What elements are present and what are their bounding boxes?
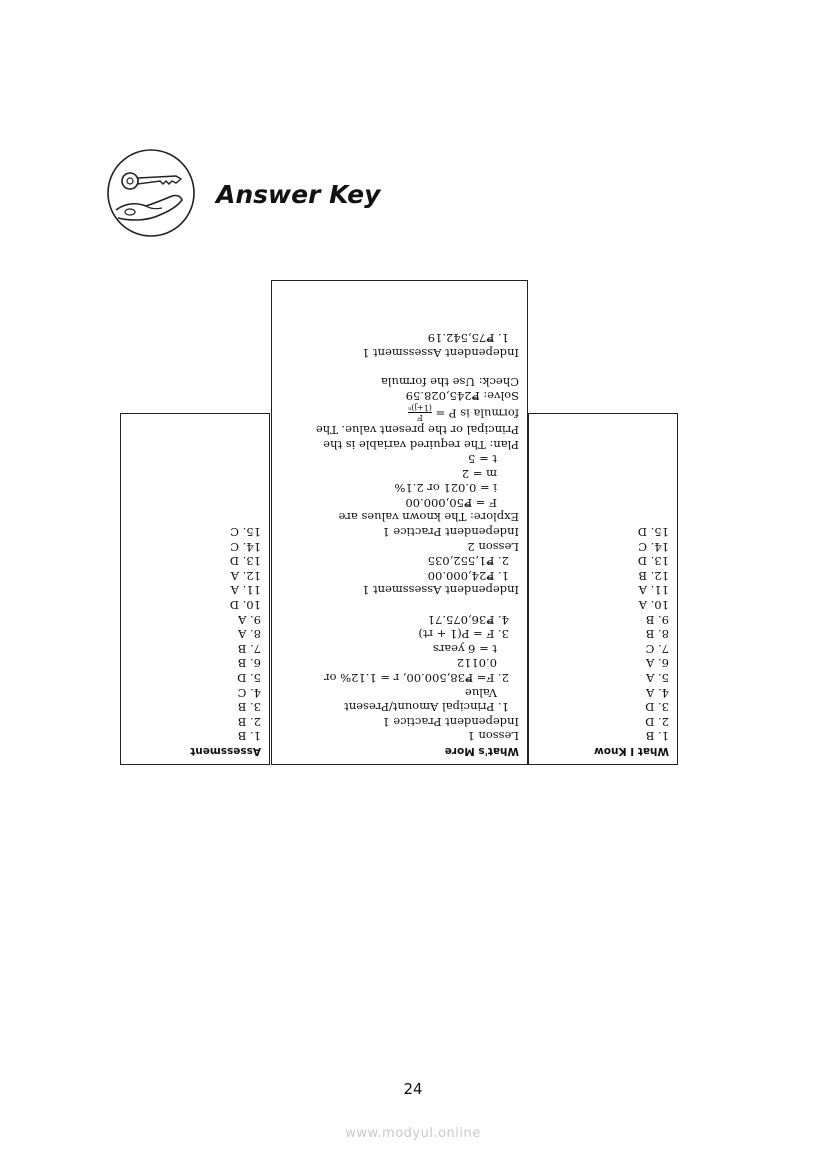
explore-line: Explore: The known values are <box>338 510 519 525</box>
whats-more-panel <box>271 280 528 765</box>
what-i-know-heading: What I Know <box>594 745 669 757</box>
fraction-denominator: (1+j)ⁿ <box>407 403 432 413</box>
answer-item: 11. A <box>230 583 261 598</box>
practice-item-2-line-1: 2. F= ₱38,500.00, r = 1.12% or <box>324 671 509 686</box>
explore-future-value: F = ₱50,000.00 <box>405 495 497 510</box>
lesson-1-label: Lesson 1 <box>467 729 519 744</box>
plan-formula-label: formula is P = <box>435 406 519 421</box>
answer-item: 3. B <box>237 700 261 715</box>
practice-item-3: 3. F = P(1 + rt) <box>418 627 509 642</box>
answer-item: 6. B <box>237 656 261 671</box>
answer-item: 1. B <box>237 729 261 744</box>
assessment-panel <box>120 413 270 765</box>
answer-item: 8. A <box>238 627 261 642</box>
answer-item: 14. C <box>230 539 261 554</box>
answer-item: 10. A <box>638 598 669 613</box>
answer-item: 13. D <box>229 554 261 569</box>
answer-item: 7. B <box>237 641 261 656</box>
answer-item: 4. C <box>237 685 261 700</box>
answer-item: 14. C <box>638 539 669 554</box>
answer-item: 8. B <box>645 627 669 642</box>
practice-item-1-line-2: Value <box>465 685 497 700</box>
answer-item: 2. B <box>237 714 261 729</box>
answer-item: 13. D <box>637 554 669 569</box>
solve-line: Solve: ₱245,028.59 <box>405 389 519 404</box>
answer-item: 10. D <box>229 598 261 613</box>
page-title: Answer Key <box>216 180 381 209</box>
present-value-fraction <box>408 403 432 422</box>
answer-item: 12. B <box>638 568 669 583</box>
lesson-2-practice-title: Independent Practice 1 <box>382 525 519 540</box>
answer-item: 7. C <box>645 641 669 656</box>
answer-item: 2. D <box>645 714 669 729</box>
answer-item: 1. B <box>645 729 669 744</box>
key-in-hand-icon <box>106 148 196 238</box>
practice-item-2-line-3: t = 6 years <box>432 641 497 656</box>
what-i-know-panel <box>528 413 678 765</box>
plan-line-1: Plan: The required variable is the <box>323 437 519 452</box>
answer-item: 5. A <box>646 671 669 686</box>
explore-interest-rate: i = 0.021 or 2.1% <box>394 481 497 496</box>
answer-item: 9. A <box>238 612 261 627</box>
assessment-heading: Assessment <box>190 745 261 757</box>
answer-item: 6. A <box>646 656 669 671</box>
independent-practice-1-title: Independent Practice 1 <box>382 714 519 729</box>
answer-item: 11. A <box>638 583 669 598</box>
independent-assessment-1-title: Independent Assessment 1 <box>362 583 519 598</box>
answer-item: 12. A <box>230 568 261 583</box>
practice-item-2-line-2: 0.0112 <box>456 656 497 671</box>
fraction-numerator: F <box>408 412 432 422</box>
page-number: 24 <box>403 1080 423 1098</box>
answer-item: 9. B <box>645 612 669 627</box>
lesson-2-assessment-title: Independent Assessment 1 <box>362 345 519 360</box>
whats-more-heading: What's More <box>444 745 519 757</box>
answer-item: 5. D <box>237 671 261 686</box>
watermark: www.modyul.online <box>345 1126 481 1141</box>
answer-item: 15. C <box>230 525 261 540</box>
plan-line-2: Principal or the present value. The <box>315 422 519 437</box>
assessment-item-1: 1. ₱24,000.00 <box>427 568 509 583</box>
explore-compounding: m = 2 <box>461 466 497 481</box>
assessment-item-2: 2. ₱1,552,035 <box>427 554 509 569</box>
assessment-answer-list <box>190 525 261 744</box>
plan-formula <box>316 403 519 422</box>
answer-item: 3. D <box>645 700 669 715</box>
lesson-2-label: Lesson 2 <box>467 539 519 554</box>
lesson-2-assessment-item-1: 1. ₱75,542.19 <box>427 330 509 345</box>
answer-item: 15. D <box>637 525 669 540</box>
practice-item-4: 4. ₱36,075.71 <box>427 612 509 627</box>
check-line: Check: Use the formula <box>380 374 519 389</box>
explore-time: t = 5 <box>468 452 497 467</box>
answer-item: 4. A <box>646 685 669 700</box>
what-i-know-answer-list <box>594 525 669 744</box>
practice-item-1-line-1: 1. Principal Amount/Present <box>344 700 509 715</box>
